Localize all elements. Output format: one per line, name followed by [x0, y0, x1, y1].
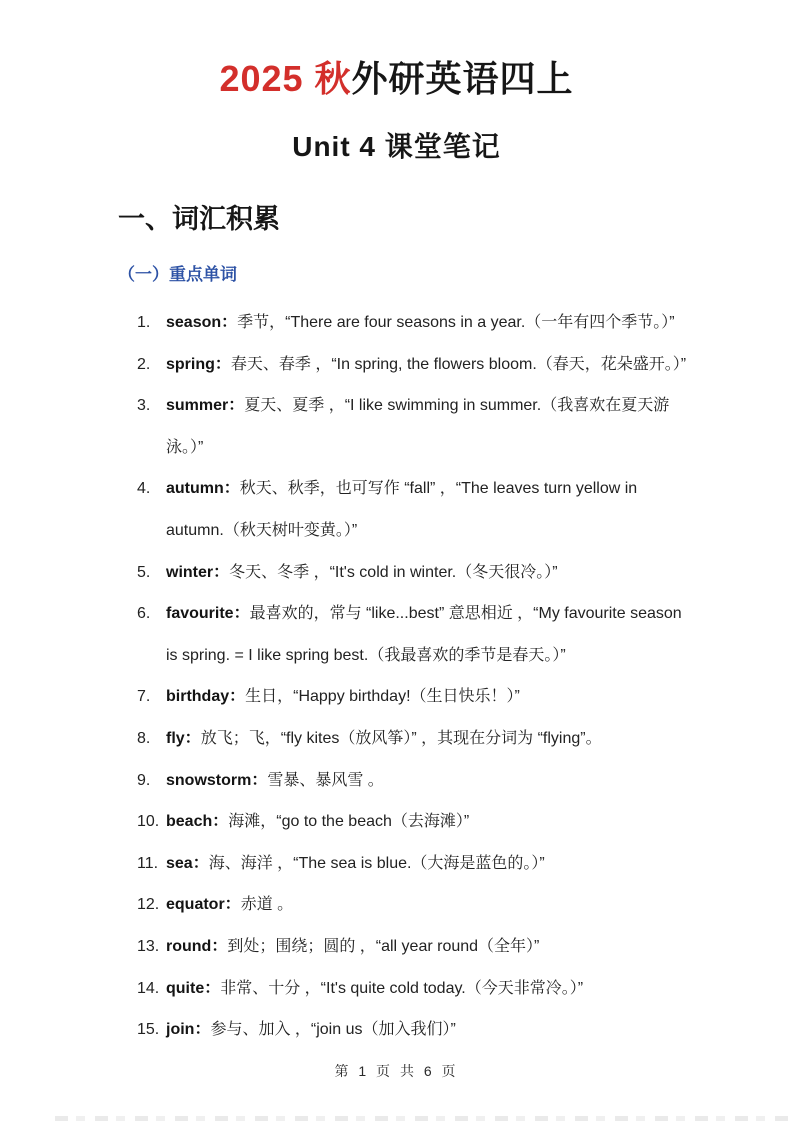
item-number: 11. [137, 854, 159, 872]
item-number: 14. [137, 979, 160, 997]
item-desc: 放飞；飞，“fly kites（放风筝）” ，其现在分词为 “flying”。 [200, 729, 602, 747]
item-term: summer： [166, 397, 245, 415]
list-item [137, 801, 689, 843]
item-desc: 夏天、夏季 ，“I like swimming in summer.（我喜欢在夏天游泳。）” [166, 397, 670, 456]
item-desc: 到处；围绕；圆的 ，“all year round（全年）” [227, 937, 540, 955]
item-term: round： [166, 937, 228, 955]
item-desc: 冬天、冬季 ，“It's cold in winter.（冬天很冷。）” [229, 563, 558, 581]
item-desc: 海滩，“go to the beach（去海滩）” [228, 813, 470, 831]
item-term: join： [166, 1021, 211, 1039]
list-item [137, 593, 689, 676]
item-desc: 赤道 。 [240, 896, 294, 914]
page-title-main: 外研英语四上 [351, 58, 574, 99]
item-desc: 非常、十分 ，“It's quite cold today.（今天非常冷。）” [220, 979, 584, 997]
item-number: 8. [137, 729, 151, 747]
item-term: favourite： [166, 605, 250, 623]
list-item [137, 760, 689, 802]
subsection-heading-key-words: （一）重点单词 [118, 265, 237, 284]
item-desc: 季节，“There are four seasons in a year.（一年有四个季节。）” [237, 314, 675, 331]
item-desc: 春天、春季 ，“In spring, the flowers bloom.（春天，花朵盛开。）” [230, 355, 687, 373]
item-term: birthday： [166, 688, 246, 706]
item-desc: 参与、加入 ，“join us（加入我们）” [210, 1021, 456, 1039]
item-number: 10. [137, 813, 160, 831]
item-number: 15. [137, 1021, 160, 1039]
item-term: spring： [166, 355, 231, 373]
list-item [137, 843, 689, 885]
item-number: 13. [137, 937, 160, 955]
item-term: equator： [166, 896, 241, 914]
item-desc: 最喜欢的，常与 “like...best” 意思相近 ，“My favourite season is spring. = I like spring best.（我最喜欢的季节是春天。）” [166, 605, 682, 664]
page-subtitle: Unit 4 课堂笔记 [292, 131, 501, 162]
page-number-footer: 第 1 页 共 6 页 [334, 1062, 459, 1079]
list-item [137, 302, 689, 344]
list-item [137, 385, 689, 468]
item-number: 1. [137, 314, 151, 331]
item-number: 9. [137, 771, 151, 789]
item-term: quite： [166, 979, 221, 997]
list-item [137, 676, 689, 718]
list-item [137, 968, 689, 1010]
item-term: snowstorm： [166, 771, 268, 789]
list-item [137, 468, 689, 551]
list-item [137, 926, 689, 968]
list-item [137, 552, 689, 594]
item-term: beach： [166, 813, 229, 831]
item-number: 3. [137, 397, 151, 415]
item-desc: 雪暴、暴风雪 。 [267, 771, 384, 789]
cutoff-text-strip [55, 1116, 793, 1121]
item-number: 5. [137, 563, 151, 581]
item-number: 12. [137, 896, 160, 914]
page-title [0, 0, 793, 101]
item-number: 6. [137, 605, 151, 623]
list-item [137, 1009, 689, 1051]
item-number: 7. [137, 688, 151, 706]
item-number: 2. [137, 355, 151, 373]
item-desc: 秋天、秋季，也可写作 “fall” ，“The leaves turn yellow in autumn.（秋天树叶变黄。）” [166, 480, 638, 539]
item-desc: 海、海洋 ，“The sea is blue.（大海是蓝色的。）” [208, 854, 545, 872]
item-term: sea： [166, 854, 209, 872]
vocab-list [0, 302, 793, 1051]
item-number: 4. [137, 480, 151, 498]
item-term: autumn： [166, 480, 240, 498]
section-heading-vocabulary: 一、词汇积累 [118, 204, 280, 234]
page-title-year: 2025 秋 [219, 58, 352, 99]
list-item [137, 884, 689, 926]
item-desc: 生日，“Happy birthday!（生日快乐！）” [245, 688, 520, 706]
item-term: winter： [166, 563, 230, 581]
list-item [137, 718, 689, 760]
list-item [137, 344, 689, 386]
item-term: season： [166, 314, 238, 331]
item-term: fly： [166, 729, 201, 747]
